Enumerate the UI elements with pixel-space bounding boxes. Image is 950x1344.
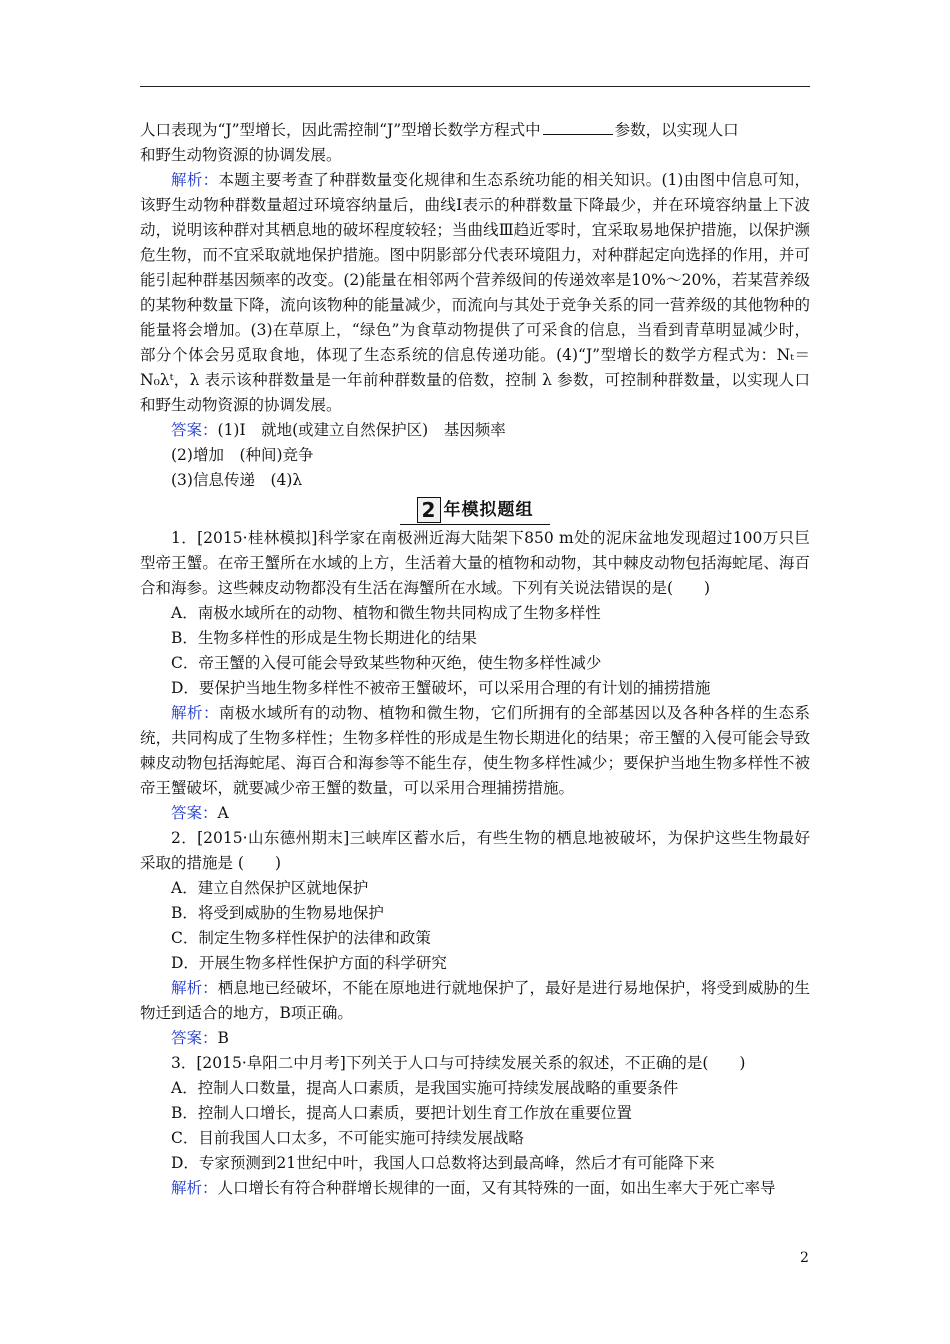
question-answer: 答案：B (171, 1029, 229, 1047)
section-heading (140, 497, 810, 524)
option-b: B．生物多样性的形成是生物长期进化的结果 (171, 629, 477, 647)
analysis-paragraph (140, 168, 810, 418)
page-content (140, 118, 810, 1201)
section-underline (400, 524, 550, 525)
option-c: C．目前我国人口太多，不可能实施可持续发展战略 (171, 1129, 524, 1147)
page-number: 2 (800, 1250, 809, 1266)
option-d: D．专家预测到21世纪中叶，我国人口总数将达到最高峰，然后才有可能降下来 (171, 1154, 715, 1172)
option-b: B．将受到威胁的生物易地保护 (171, 904, 384, 922)
option-a: A．南极水域所在的动物、植物和微生物共同构成了生物多样性 (171, 604, 601, 622)
question-stem: 1．[2015·桂林模拟]科学家在南极洲近海大陆架下850 m处的泥床盆地发现超过100万只巨型帝王蟹。在帝王蟹所在水域的上方，生活着大量的植物和动物，其中棘皮动物包括海蛇尾、海百合和海参。这些棘皮动物都没有生活在海蟹所在水域。下列有关说法错误的是( ) (140, 529, 810, 597)
option-c: C．帝王蟹的入侵可能会导致某些物种灭绝，使生物多样性减少 (171, 654, 602, 672)
section-number-box: 2 (417, 497, 441, 523)
section-title: 年模拟题组 (443, 499, 534, 520)
question-answer: 答案：A (171, 804, 229, 822)
question-analysis: 解析：栖息地已经破坏，不能在原地进行就地保护了，最好是进行易地保护，将受到威胁的生物迁到适合的地方，B项正确。 (140, 979, 810, 1022)
option-d: D．要保护当地生物多样性不被帝王蟹破坏，可以采用合理的有计划的捕捞措施 (171, 679, 711, 697)
analysis-text: 本题主要考查了种群数量变化规律和生态系统功能的相关知识。(1)由图中信息可知，该野生动物种群数量超过环境容纳量后，曲线Ⅰ表示的种群数量下降最少，并在环境容纳量上下波动，说明该种群对其栖息地的破坏程度较轻；当曲线Ⅲ趋近零时，宜采取易地保护措施，以保护濒危生物，而不宜采取就地保护措施。图中阴影部分代表环境阻力，对种群起定向选择的作用，并可能引起种群基因频率的改变。(2)能量在相邻两个营养级间的传递效率是10%～20%，若某营养级的某物种数量下降，流向该物种的能量减少，而流向与其处于竞争关系的同一营养级的其他物种的能量将会增加。(3)在草原上，“绿色”为食草动物提供了可采食的信息，当看到青草明显减少时，部分个体会另觅取食地，体现了生态系统的信息传递功能。(4)“J”型增长的数学方程式为：Nₜ＝N₀λᵗ，λ 表示该种群数量是一年前种群数量的倍数，控制 λ 参数，可控制种群数量，以实现人口和野生动物资源的协调发展。 (140, 171, 810, 414)
header-rule (140, 86, 810, 87)
option-a: A．控制人口数量，提高人口素质，是我国实施可持续发展战略的重要条件 (171, 1079, 679, 1097)
option-b: B．控制人口增长，提高人口素质，要把计划生育工作放在重要位置 (171, 1104, 632, 1122)
question-stem: 2．[2015·山东德州期末]三峡库区蓄水后，有些生物的栖息地被破坏，为保护这些生物最好采取的措施是 ( ) (140, 829, 810, 872)
question-analysis: 解析：人口增长有符合种群增长规律的一面，又有其特殊的一面，如出生率大于死亡率导 (171, 1179, 776, 1197)
answer-line-3: (3)信息传递 (4)λ (171, 471, 303, 489)
answer-line-2: (2)增加 (种间)竞争 (171, 446, 314, 464)
answer-line-1: 答案：(1)Ⅰ 就地(或建立自然保护区) 基因频率 (171, 421, 506, 439)
option-d: D．开展生物多样性保护方面的科学研究 (171, 954, 447, 972)
answer-label: 答案： (171, 421, 218, 439)
option-c: C．制定生物多样性保护的法律和政策 (171, 929, 431, 947)
option-a: A．建立自然保护区就地保护 (171, 879, 369, 897)
question-analysis: 解析：南极水域所有的动物、植物和微生物，它们所拥有的全部基因以及各种各样的生态系统，共同构成了生物多样性；生物多样性的形成是生物长期进化的结果；帝王蟹的入侵可能会导致棘皮动物包括海蛇尾、海百合和海参等不能生存，使生物多样性减少；要保护当地生物多样性不被帝王蟹破坏，就要减少帝王蟹的数量，可以采用合理捕捞措施。 (140, 704, 810, 797)
fill-in-blank (543, 118, 613, 135)
analysis-label: 解析： (171, 171, 219, 189)
intro-paragraph: 人口表现为“J”型增长，因此需控制“J”型增长数学方程式中 参数，以实现人口 和野生动物资源的协调发展。 (140, 118, 810, 168)
question-stem: 3．[2015·阜阳二中月考]下列关于人口与可持续发展关系的叙述，不正确的是( ) (171, 1054, 746, 1072)
